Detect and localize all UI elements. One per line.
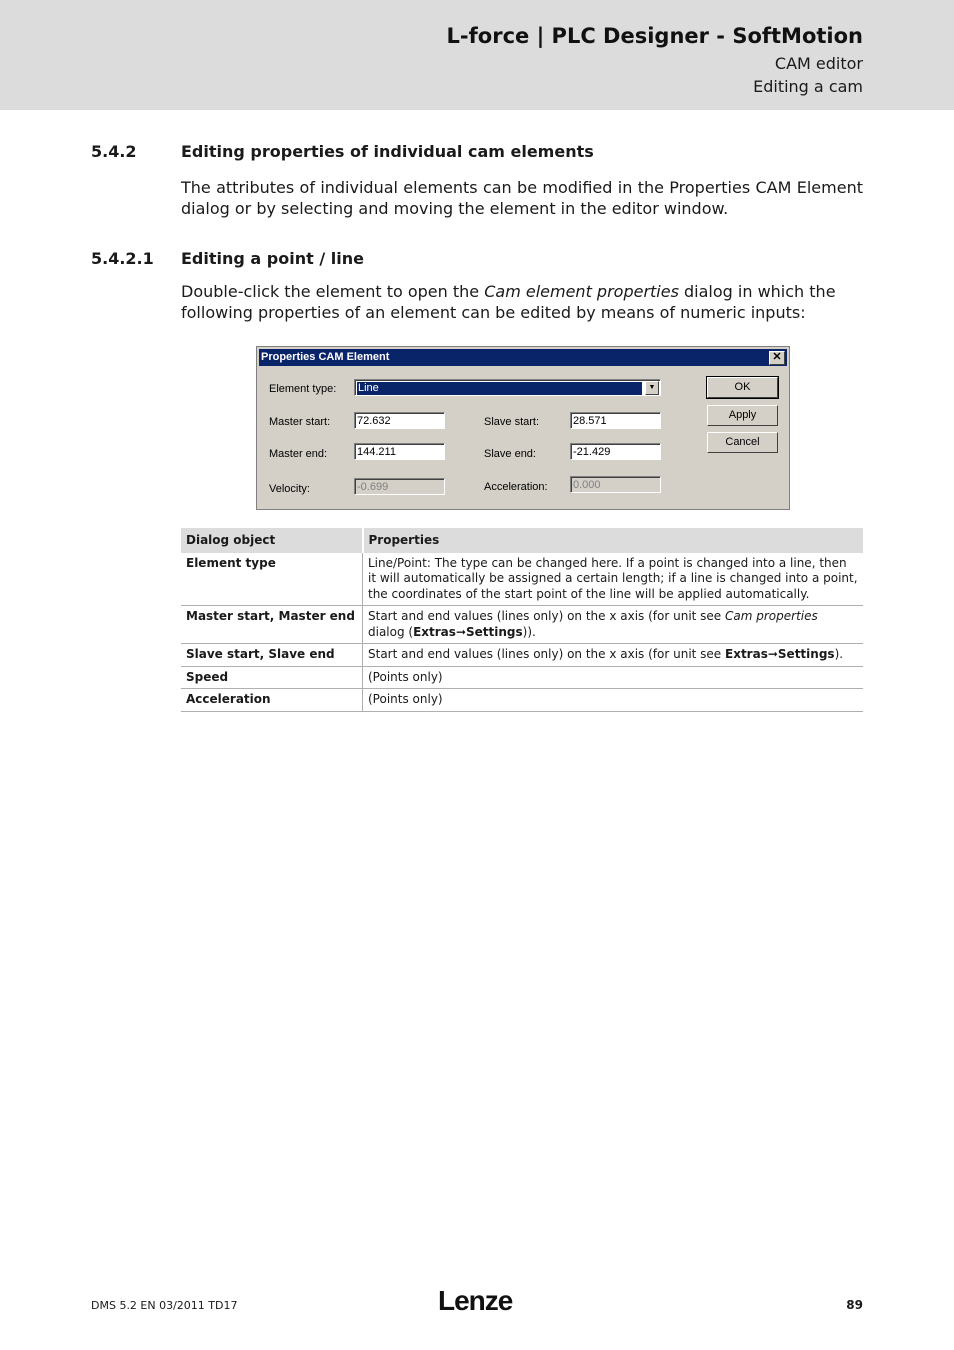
element-type-select[interactable] bbox=[354, 379, 661, 396]
lenze-logo bbox=[438, 1285, 516, 1315]
properties-cell: (Points only) bbox=[363, 689, 864, 712]
page-number: 89 bbox=[846, 1298, 863, 1312]
dialog-object-cell: Acceleration bbox=[181, 689, 363, 712]
apply-button[interactable]: Apply bbox=[707, 405, 778, 426]
ok-button[interactable]: OK bbox=[707, 377, 778, 398]
subsection-paragraph: Double-click the element to open the Cam element properties dialog in which the following properties of an element can be edited by means of numeric inputs: bbox=[181, 282, 836, 322]
section-number: 5.4.2 bbox=[91, 142, 137, 161]
logo-text: Lenze bbox=[438, 1285, 513, 1315]
dialog-title: Properties CAM Element bbox=[261, 351, 390, 363]
document-code: DMS 5.2 EN 03/2011 TD17 bbox=[91, 1299, 238, 1312]
slave-start-label: Slave start: bbox=[484, 416, 540, 428]
acceleration-label: Acceleration: bbox=[484, 481, 548, 493]
master-end-label: Master end: bbox=[269, 448, 328, 460]
table-row bbox=[181, 553, 863, 606]
page-header bbox=[0, 0, 954, 110]
arrow-icon: ➞ bbox=[455, 624, 466, 639]
section-title: Editing a cam bbox=[753, 77, 863, 96]
subsection-heading: Editing a point / line bbox=[181, 249, 364, 268]
master-start-input[interactable]: 72.632 bbox=[354, 412, 445, 429]
dialog-object-cell: Master start, Master end bbox=[181, 606, 363, 644]
slave-end-label: Slave end: bbox=[484, 448, 536, 460]
properties-cell: Start and end values (lines only) on the x axis (for unit see Extras➞Settings). bbox=[363, 644, 864, 667]
element-type-value: Line bbox=[357, 382, 642, 395]
section-paragraph: The attributes of individual elements can be modified in the Properties CAM Element dialog or by selecting and moving the element in the editor window. bbox=[181, 178, 863, 218]
slave-start-input[interactable]: 28.571 bbox=[570, 412, 661, 429]
properties-cell: Start and end values (lines only) on the x axis (for unit see Cam properties dialog (Extras➞Settings)). bbox=[363, 606, 864, 644]
cancel-button[interactable]: Cancel bbox=[707, 432, 778, 453]
chapter-title: CAM editor bbox=[774, 54, 863, 73]
velocity-label: Velocity: bbox=[269, 483, 310, 495]
table-row bbox=[181, 689, 863, 712]
dialog-object-cell: Element type bbox=[181, 553, 363, 606]
chevron-down-icon[interactable]: ▼ bbox=[645, 381, 659, 395]
master-end-input[interactable]: 144.211 bbox=[354, 443, 445, 460]
subsection-number: 5.4.2.1 bbox=[91, 249, 154, 268]
properties-cam-element-dialog bbox=[256, 346, 790, 510]
acceleration-input: 0.000 bbox=[570, 476, 661, 493]
master-start-label: Master start: bbox=[269, 416, 331, 428]
properties-cell: (Points only) bbox=[363, 666, 864, 689]
dialog-titlebar bbox=[259, 349, 787, 366]
table-row bbox=[181, 666, 863, 689]
properties-table bbox=[181, 528, 863, 712]
dialog-object-cell: Slave start, Slave end bbox=[181, 644, 363, 667]
slave-end-input[interactable]: -21.429 bbox=[570, 443, 661, 460]
table-row bbox=[181, 606, 863, 644]
section-heading: Editing properties of individual cam elements bbox=[181, 142, 594, 161]
table-header-row bbox=[181, 528, 863, 553]
velocity-input: -0.699 bbox=[354, 478, 445, 495]
dialog-object-cell: Speed bbox=[181, 666, 363, 689]
table-row bbox=[181, 644, 863, 667]
document-title: L-force | PLC Designer - SoftMotion bbox=[446, 24, 863, 48]
column-header: Properties bbox=[363, 528, 864, 553]
element-type-label: Element type: bbox=[269, 383, 337, 395]
properties-cell: Line/Point: The type can be changed here. If a point is changed into a line, then it will automatically be assigned a certain length; if a line is changed into a point, the coordinates of the start point of the line will be applied automatically. bbox=[363, 553, 864, 606]
column-header: Dialog object bbox=[181, 528, 363, 553]
arrow-icon: ➞ bbox=[767, 647, 778, 661]
close-icon[interactable]: ✕ bbox=[769, 351, 785, 365]
